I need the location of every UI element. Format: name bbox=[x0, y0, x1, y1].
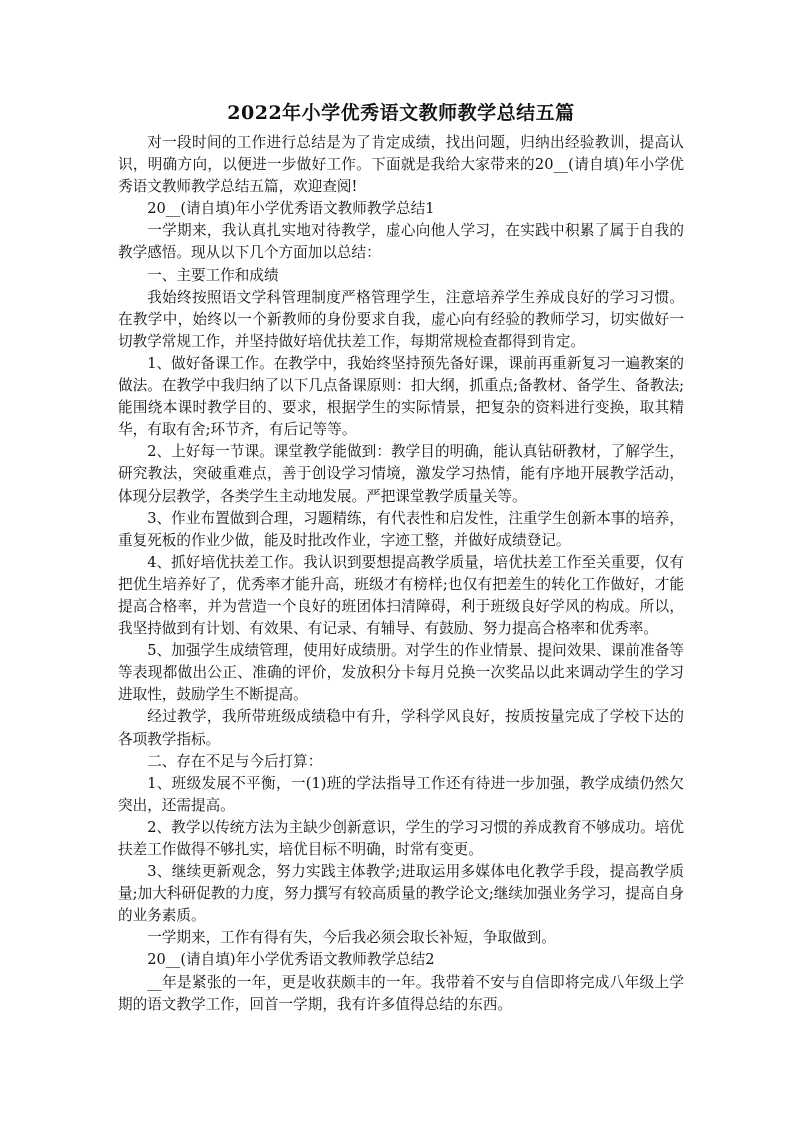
paragraph: __年是紧张的一年，更是收获颇丰的一年。我带着不安与自信即将完成八年级上学期的语文教学工作，回首一学期，我有许多值得总结的东西。 bbox=[118, 973, 684, 1013]
paragraph-section-2-heading: 20__(请自填)年小学优秀语文教师教学总结2 bbox=[147, 951, 435, 969]
paragraph: 3、继续更新观念，努力实践主体教学;进取运用多媒体电化教学手段，提高教学质量;加大科研促教的力度，努力撰写有较高质量的教学论文;继续加强业务学习，提高自身的业务素质。 bbox=[118, 863, 684, 925]
paragraph: 一学期来，我认真扎实地对待教学，虚心向他人学习，在实践中积累了属于自我的教学感悟。现从以下几个方面加以总结： bbox=[118, 222, 684, 262]
paragraph: 1、班级发展不平衡，一(1)班的学法指导工作还有待进一步加强，教学成绩仍然欠突出，还需提高。 bbox=[118, 774, 684, 814]
paragraph: 一学期来，工作有得有失，今后我必须会取长补短，争取做到。 bbox=[147, 929, 556, 947]
document-title: 2022年小学优秀语文教师教学总结五篇 bbox=[227, 102, 575, 124]
paragraph: 4、抓好培优扶差工作。我认识到要想提高教学质量，培优扶差工作至关重要，仅有把优生培养好了，优秀率才能升高，班级才有榜样;也仅有把差生的转化工作做好，才能提高合格率，并为营造一个良好的班团体扫清障碍，利于班级良好学风的构成。所以，我坚持做到有计划、有效果、有记录、有辅导、有鼓励、努力提高合格率和优秀率。 bbox=[118, 553, 684, 638]
paragraph-subheading: 二、存在不足与今后打算： bbox=[147, 752, 323, 770]
document-page bbox=[118, 100, 684, 1016]
paragraph: 2、教学以传统方法为主缺少创新意识，学生的学习习惯的养成教育不够成功。培优扶差工作做得不够扎实，培优目标不明确，时常有变更。 bbox=[118, 818, 684, 858]
paragraph-intro: 对一段时间的工作进行总结是为了肯定成绩，找出问题，归纳出经验教训，提高认识，明确方向，以便进一步做好工作。下面就是我给大家带来的20__(请自填)年小学优秀语文教师教学总结五篇，欢迎查阅! bbox=[118, 134, 684, 196]
paragraph: 2、上好每一节课。课堂教学能做到：教学目的明确，能认真钻研教材，了解学生，研究教法，突破重难点，善于创设学习情境，激发学习热情，能有序地开展教学活动，体现分层教学，各类学生主动地发展。严把课堂教学质量关等。 bbox=[118, 443, 684, 505]
paragraph-section-1-heading: 20__(请自填)年小学优秀语文教师教学总结1 bbox=[147, 200, 435, 218]
paragraph: 经过教学，我所带班级成绩稳中有升，学科学风良好，按质按量完成了学校下达的各项教学指标。 bbox=[118, 708, 684, 748]
paragraph: 1、做好备课工作。在教学中，我始终坚持预先备好课，课前再重新复习一遍教案的做法。在教学中我归纳了以下几点备课原则：扣大纲，抓重点;备教材、备学生、备教法;能围绕本课时教学目的、要求，根据学生的实际情景，把复杂的资料进行变换，取其精华，有取有舍;环节齐，有后记等等。 bbox=[118, 354, 684, 439]
paragraph: 5、加强学生成绩管理，使用好成绩册。对学生的作业情景、提问效果、课前准备等等表现都做出公正、准确的评价，发放积分卡每月兑换一次奖品以此来调动学生的学习进取性，鼓励学生不断提高。 bbox=[118, 642, 684, 704]
paragraph-subheading: 一、主要工作和成绩 bbox=[147, 266, 279, 284]
paragraph: 我始终按照语文学科管理制度严格管理学生，注意培养学生养成良好的学习习惯。在教学中，始终以一个新教师的身份要求自我，虚心向有经验的教师学习，切实做好一切教学常规工作，并坚持做好培优扶差工作，每期常规检查都得到肯定。 bbox=[118, 288, 684, 350]
paragraph: 3、作业布置做到合理，习题精练，有代表性和启发性，注重学生创新本事的培养，重复死板的作业少做，能及时批改作业，字迹工整，并做好成绩登记。 bbox=[118, 509, 684, 549]
